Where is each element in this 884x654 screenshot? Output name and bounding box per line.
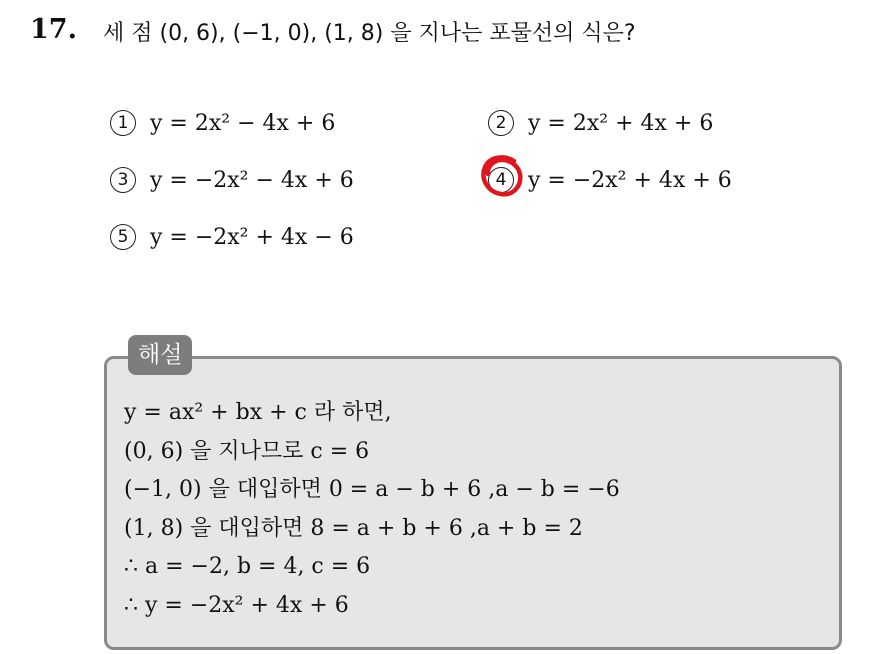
choice-2[interactable] [488, 110, 713, 136]
choice-1[interactable] [110, 110, 335, 136]
solution-lines [124, 394, 620, 625]
choice-5[interactable] [110, 224, 354, 250]
question-text: 세 점 (0, 6), (−1, 0), (1, 8) 을 지나는 포물선의 식은? [103, 21, 636, 46]
solution-line-5: ∴ a = −2, b = 4, c = 6 [124, 554, 371, 579]
solution-line-4: (1, 8) 을 대입하면 8 = a + b + 6 ,a + b = 2 [124, 515, 583, 541]
solution-line-3: (−1, 0) 을 대입하면 0 = a − b + 6 ,a − b = −6 [124, 477, 620, 502]
choice-equation-4: y = −2x² + 4x + 6 [528, 167, 732, 193]
choice-equation-1: y = 2x² − 4x + 6 [150, 110, 336, 136]
choice-4[interactable] [488, 167, 732, 193]
choice-number-4: 4 [488, 167, 514, 193]
solution-line-6: ∴ y = −2x² + 4x + 6 [124, 592, 349, 618]
solution-tab: 해설 [128, 335, 192, 375]
choice-number-3: 3 [110, 167, 136, 193]
choice-number-5: 5 [110, 224, 136, 250]
solution-line-1: y = ax² + bx + c 라 하면, [124, 400, 392, 425]
choice-number-2: 2 [488, 110, 514, 136]
choice-number-1: 1 [110, 110, 136, 136]
question-number: 17. [30, 14, 77, 45]
choice-3[interactable] [110, 167, 354, 193]
choice-equation-5: y = −2x² + 4x − 6 [150, 224, 354, 250]
choice-equation-3: y = −2x² − 4x + 6 [150, 167, 354, 193]
solution-line-2: (0, 6) 을 지나므로 c = 6 [124, 438, 370, 464]
choice-equation-2: y = 2x² + 4x + 6 [528, 110, 714, 136]
